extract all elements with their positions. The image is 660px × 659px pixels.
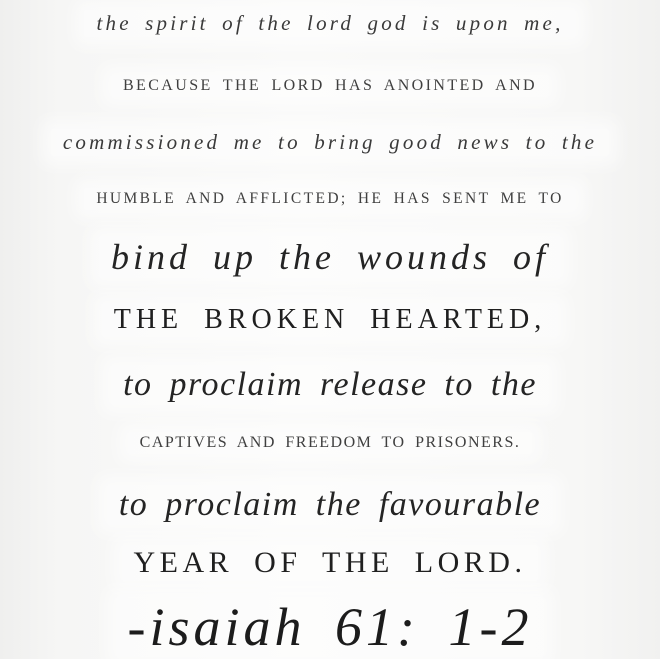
verse-line-4-text: HUMBLE AND AFFLICTED; HE HAS SENT ME TO [84,188,575,210]
verse-line-8-text: CAPTIVES AND FREEDOM TO PRISONERS. [128,432,533,454]
verse-line-1 [0,10,660,37]
verse-line-10 [0,545,660,581]
verse-line-9 [0,485,660,525]
verse-line-4 [0,188,660,210]
verse-line-5-text: bind up the wounds of [99,236,561,278]
verse-line-9-text: to proclaim the favourable [107,485,553,525]
verse-line-6-text: THE BROKEN HEARTED, [102,303,559,337]
verse-line-3-text: commissioned me to bring good news to the [51,129,609,156]
verse-line-3 [0,129,660,156]
verse-line-6 [0,303,660,337]
verse-reference-text: -isaiah 61: 1-2 [116,597,545,657]
verse-line-7-text: to proclaim release to the [111,365,549,405]
verse-line-2 [0,75,660,97]
verse-line-1-text: the spirit of the lord god is upon me, [84,10,575,37]
verse-line-7 [0,365,660,405]
verse-line-5 [0,236,660,278]
verse-line-2-text: BECAUSE THE LORD HAS ANOINTED AND [111,75,549,97]
verse-line-8 [0,432,660,454]
verse-reference [0,597,660,657]
verse-line-10-text: YEAR OF THE LORD. [122,545,539,581]
